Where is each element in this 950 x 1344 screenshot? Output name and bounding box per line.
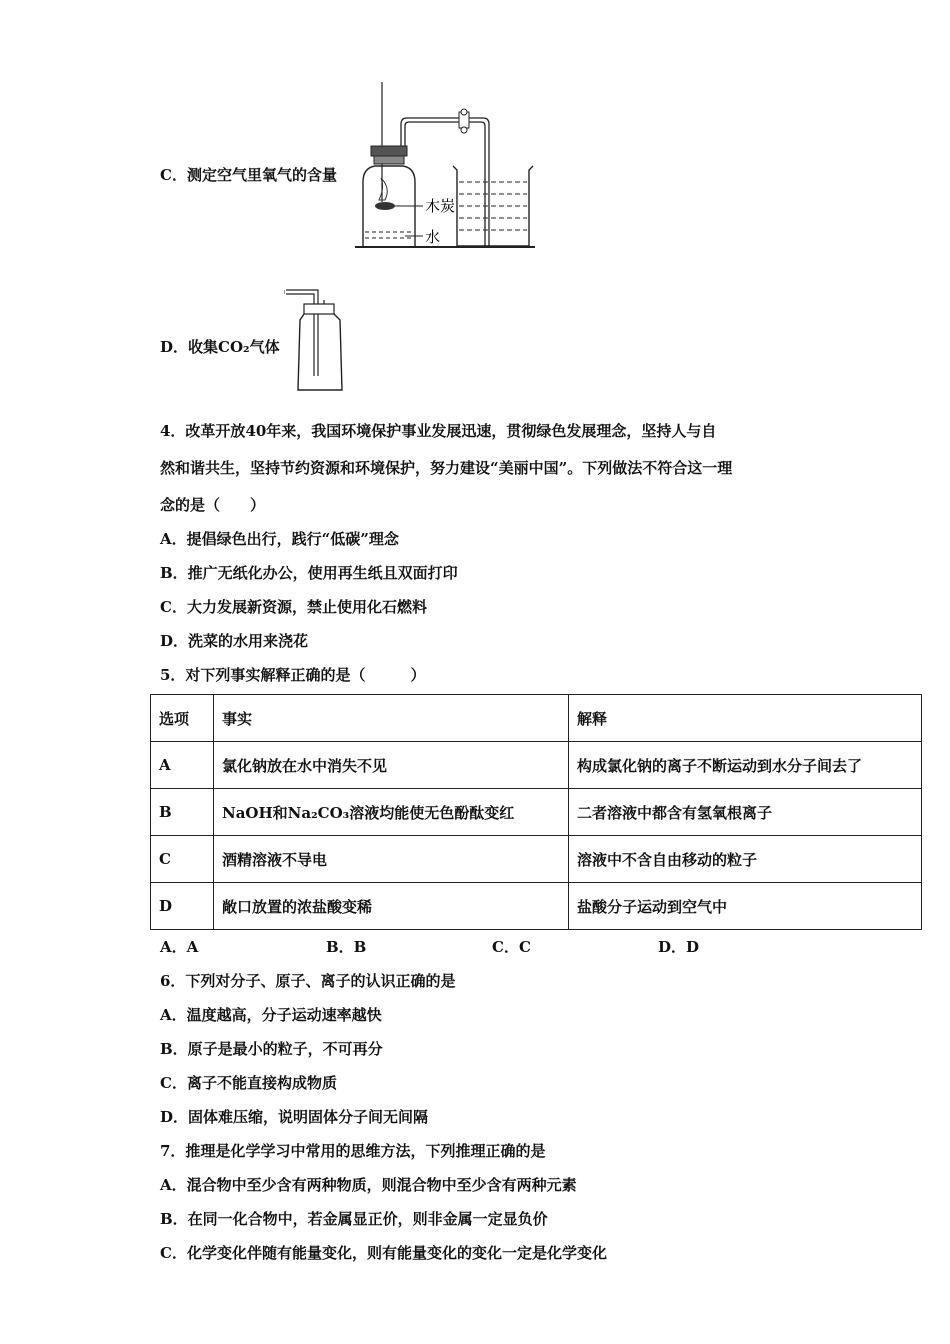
row-option: C xyxy=(151,836,214,883)
row-option: D xyxy=(151,883,214,930)
q4-option-a: A．提倡绿色出行，践行“低碳”理念 xyxy=(160,530,399,548)
q5-stem: 5．对下列事实解释正确的是（ ） xyxy=(160,666,426,684)
row-option: B xyxy=(151,789,214,836)
table-row xyxy=(151,789,922,836)
q4-stem-line-1: 4．改革开放40年来，我国环境保护事业发展迅速，贯彻绿色发展理念，坚持人与自 xyxy=(160,422,717,440)
q6-option-b: B．原子是最小的粒子，不可再分 xyxy=(160,1040,383,1058)
q5-option-d: D．D xyxy=(658,938,700,956)
table-row xyxy=(151,883,922,930)
q7-stem: 7．推理是化学学习中常用的思维方法，下列推理正确的是 xyxy=(160,1142,546,1160)
q4-option-d: D．洗菜的水用来浇花 xyxy=(160,632,309,650)
gas-collection-bottle xyxy=(284,286,348,392)
q4-option-b: B．推广无纸化办公，使用再生纸且双面打印 xyxy=(160,564,458,582)
q5-option-c: C．C xyxy=(492,938,531,956)
row-explanation: 构成氯化钠的离子不断运动到水分子间去了 xyxy=(569,742,922,789)
table-header-row xyxy=(151,695,922,742)
q4-stem-line-2: 然和谐共生，坚持节约资源和环境保护，努力建设“美丽中国”。下列做法不符合这一理 xyxy=(160,459,733,477)
water-label: 水 xyxy=(425,228,441,246)
row-fact: 敞口放置的浓盐酸变稀 xyxy=(214,883,569,930)
q4-stem-line-3: 念的是（ ） xyxy=(160,496,266,514)
row-explanation: 盐酸分子运动到空气中 xyxy=(569,883,922,930)
charcoal-label: 木炭 xyxy=(425,197,456,215)
q6-option-d: D．固体难压缩，说明固体分子间无间隔 xyxy=(160,1108,429,1126)
q7-option-b: B．在同一化合物中，若金属显正价，则非金属一定显负价 xyxy=(160,1210,548,1228)
header-explanation: 解释 xyxy=(569,695,922,742)
row-fact: 氯化钠放在水中消失不见 xyxy=(214,742,569,789)
oxygen-measurement-apparatus xyxy=(355,82,540,252)
header-option: 选项 xyxy=(151,695,214,742)
q5-option-a: A．A xyxy=(160,938,199,956)
row-fact: 酒精溶液不导电 xyxy=(214,836,569,883)
q6-stem: 6．下列对分子、原子、离子的认识正确的是 xyxy=(160,972,456,990)
table-row xyxy=(151,836,922,883)
row-explanation: 二者溶液中都含有氢氧根离子 xyxy=(569,789,922,836)
q7-option-a: A．混合物中至少含有两种物质，则混合物中至少含有两种元素 xyxy=(160,1176,577,1194)
row-fact: NaOH和Na₂CO₃溶液均能使无色酚酞变红 xyxy=(214,789,569,836)
q5-facts-table xyxy=(150,694,922,930)
q3-option-d: D．收集CO₂气体 xyxy=(160,338,280,356)
q4-option-c: C．大力发展新资源，禁止使用化石燃料 xyxy=(160,598,427,616)
q7-option-c: C．化学变化伴随有能量变化，则有能量变化的变化一定是化学变化 xyxy=(160,1244,607,1262)
q6-option-a: A．温度越高，分子运动速率越快 xyxy=(160,1006,382,1024)
q6-option-c: C．离子不能直接构成物质 xyxy=(160,1074,337,1092)
q3-option-c: C．测定空气里氧气的含量 xyxy=(160,166,337,184)
table-row xyxy=(151,742,922,789)
header-fact: 事实 xyxy=(214,695,569,742)
row-option: A xyxy=(151,742,214,789)
row-explanation: 溶液中不含自由移动的粒子 xyxy=(569,836,922,883)
q5-option-b: B．B xyxy=(326,938,367,956)
